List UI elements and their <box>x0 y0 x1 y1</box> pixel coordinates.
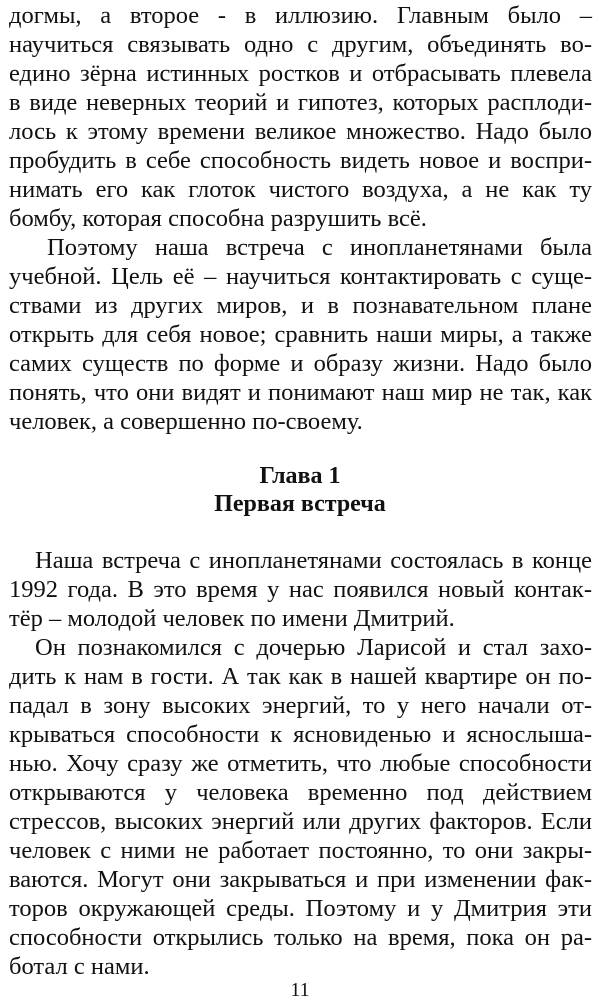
text-line: человек, а совершенно по-своему. <box>9 408 363 435</box>
text-line: падал в зону высоких энергий, то у него начали от- <box>9 692 592 719</box>
text-line: ботал с нами. <box>9 953 150 980</box>
text-line: нимать его как глоток чистого воздуха, а не как ту <box>9 176 592 203</box>
text-line: тёр – молодой человек по имени Дмитрий. <box>9 605 455 632</box>
text-line: учебной. Цель её – научиться контактировать с суще- <box>9 263 592 290</box>
text-line: Он познакомился с дочерью Ларисой и стал захо- <box>35 634 592 661</box>
text-line: лось к этому времени великое множество. Надо было <box>9 118 592 145</box>
chapter-number: Глава 1 <box>259 463 341 489</box>
text-line: едино зёрна истинных ростков и отбрасывать плевела <box>9 60 592 87</box>
text-line: Наша встреча с инопланетянами состоялась в конце <box>35 547 592 574</box>
text-line: 1992 года. В это время у нас появился новый контак- <box>9 576 592 603</box>
text-line: нью. Хочу сразу же отметить, что любые способности <box>9 750 592 777</box>
text-line: самих существ по форме и образу жизни. Надо было <box>9 350 592 377</box>
text-line: Поэтому наша встреча с инопланетянами была <box>47 234 592 261</box>
text-line: ваются. Могут они закрываться и при изменении фак- <box>9 866 592 893</box>
text-line: ствами из других миров, и в познавательном плане <box>9 292 592 319</box>
text-line: пробудить в себе способность видеть новое и воспри- <box>9 147 592 174</box>
text-line: человек с ними не работает постоянно, то они закры- <box>9 837 592 864</box>
text-line: понять, что они видят и понимают наш мир не так, как <box>9 379 592 406</box>
chapter-title: Первая встреча <box>214 491 386 517</box>
text-line: научиться связывать одно с другим, объединять во- <box>9 31 592 58</box>
page-number: 11 <box>290 979 310 1001</box>
text-line: бомбу, которая способна разрушить всё. <box>9 205 427 232</box>
text-line: дить к нам в гости. А так как в нашей квартире он по- <box>9 663 592 690</box>
text-line: догмы, а второе - в иллюзию. Главным было – <box>9 2 592 29</box>
text-line: стрессов, высоких энергий или других факторов. Если <box>9 808 592 835</box>
text-line: открываются у человека временно под действием <box>9 779 592 806</box>
text-line: в виде неверных теорий и гипотез, которых расплоди- <box>9 89 592 116</box>
text-line: открыть для себя новое; сравнить наши миры, а также <box>9 321 592 348</box>
text-line: торов окружающей среды. Поэтому и у Дмитрия эти <box>9 895 592 922</box>
text-line: крываться способности к ясновиденью и яснослыша- <box>9 721 592 748</box>
text-line: способности открылись только на время, пока он ра- <box>9 924 592 951</box>
